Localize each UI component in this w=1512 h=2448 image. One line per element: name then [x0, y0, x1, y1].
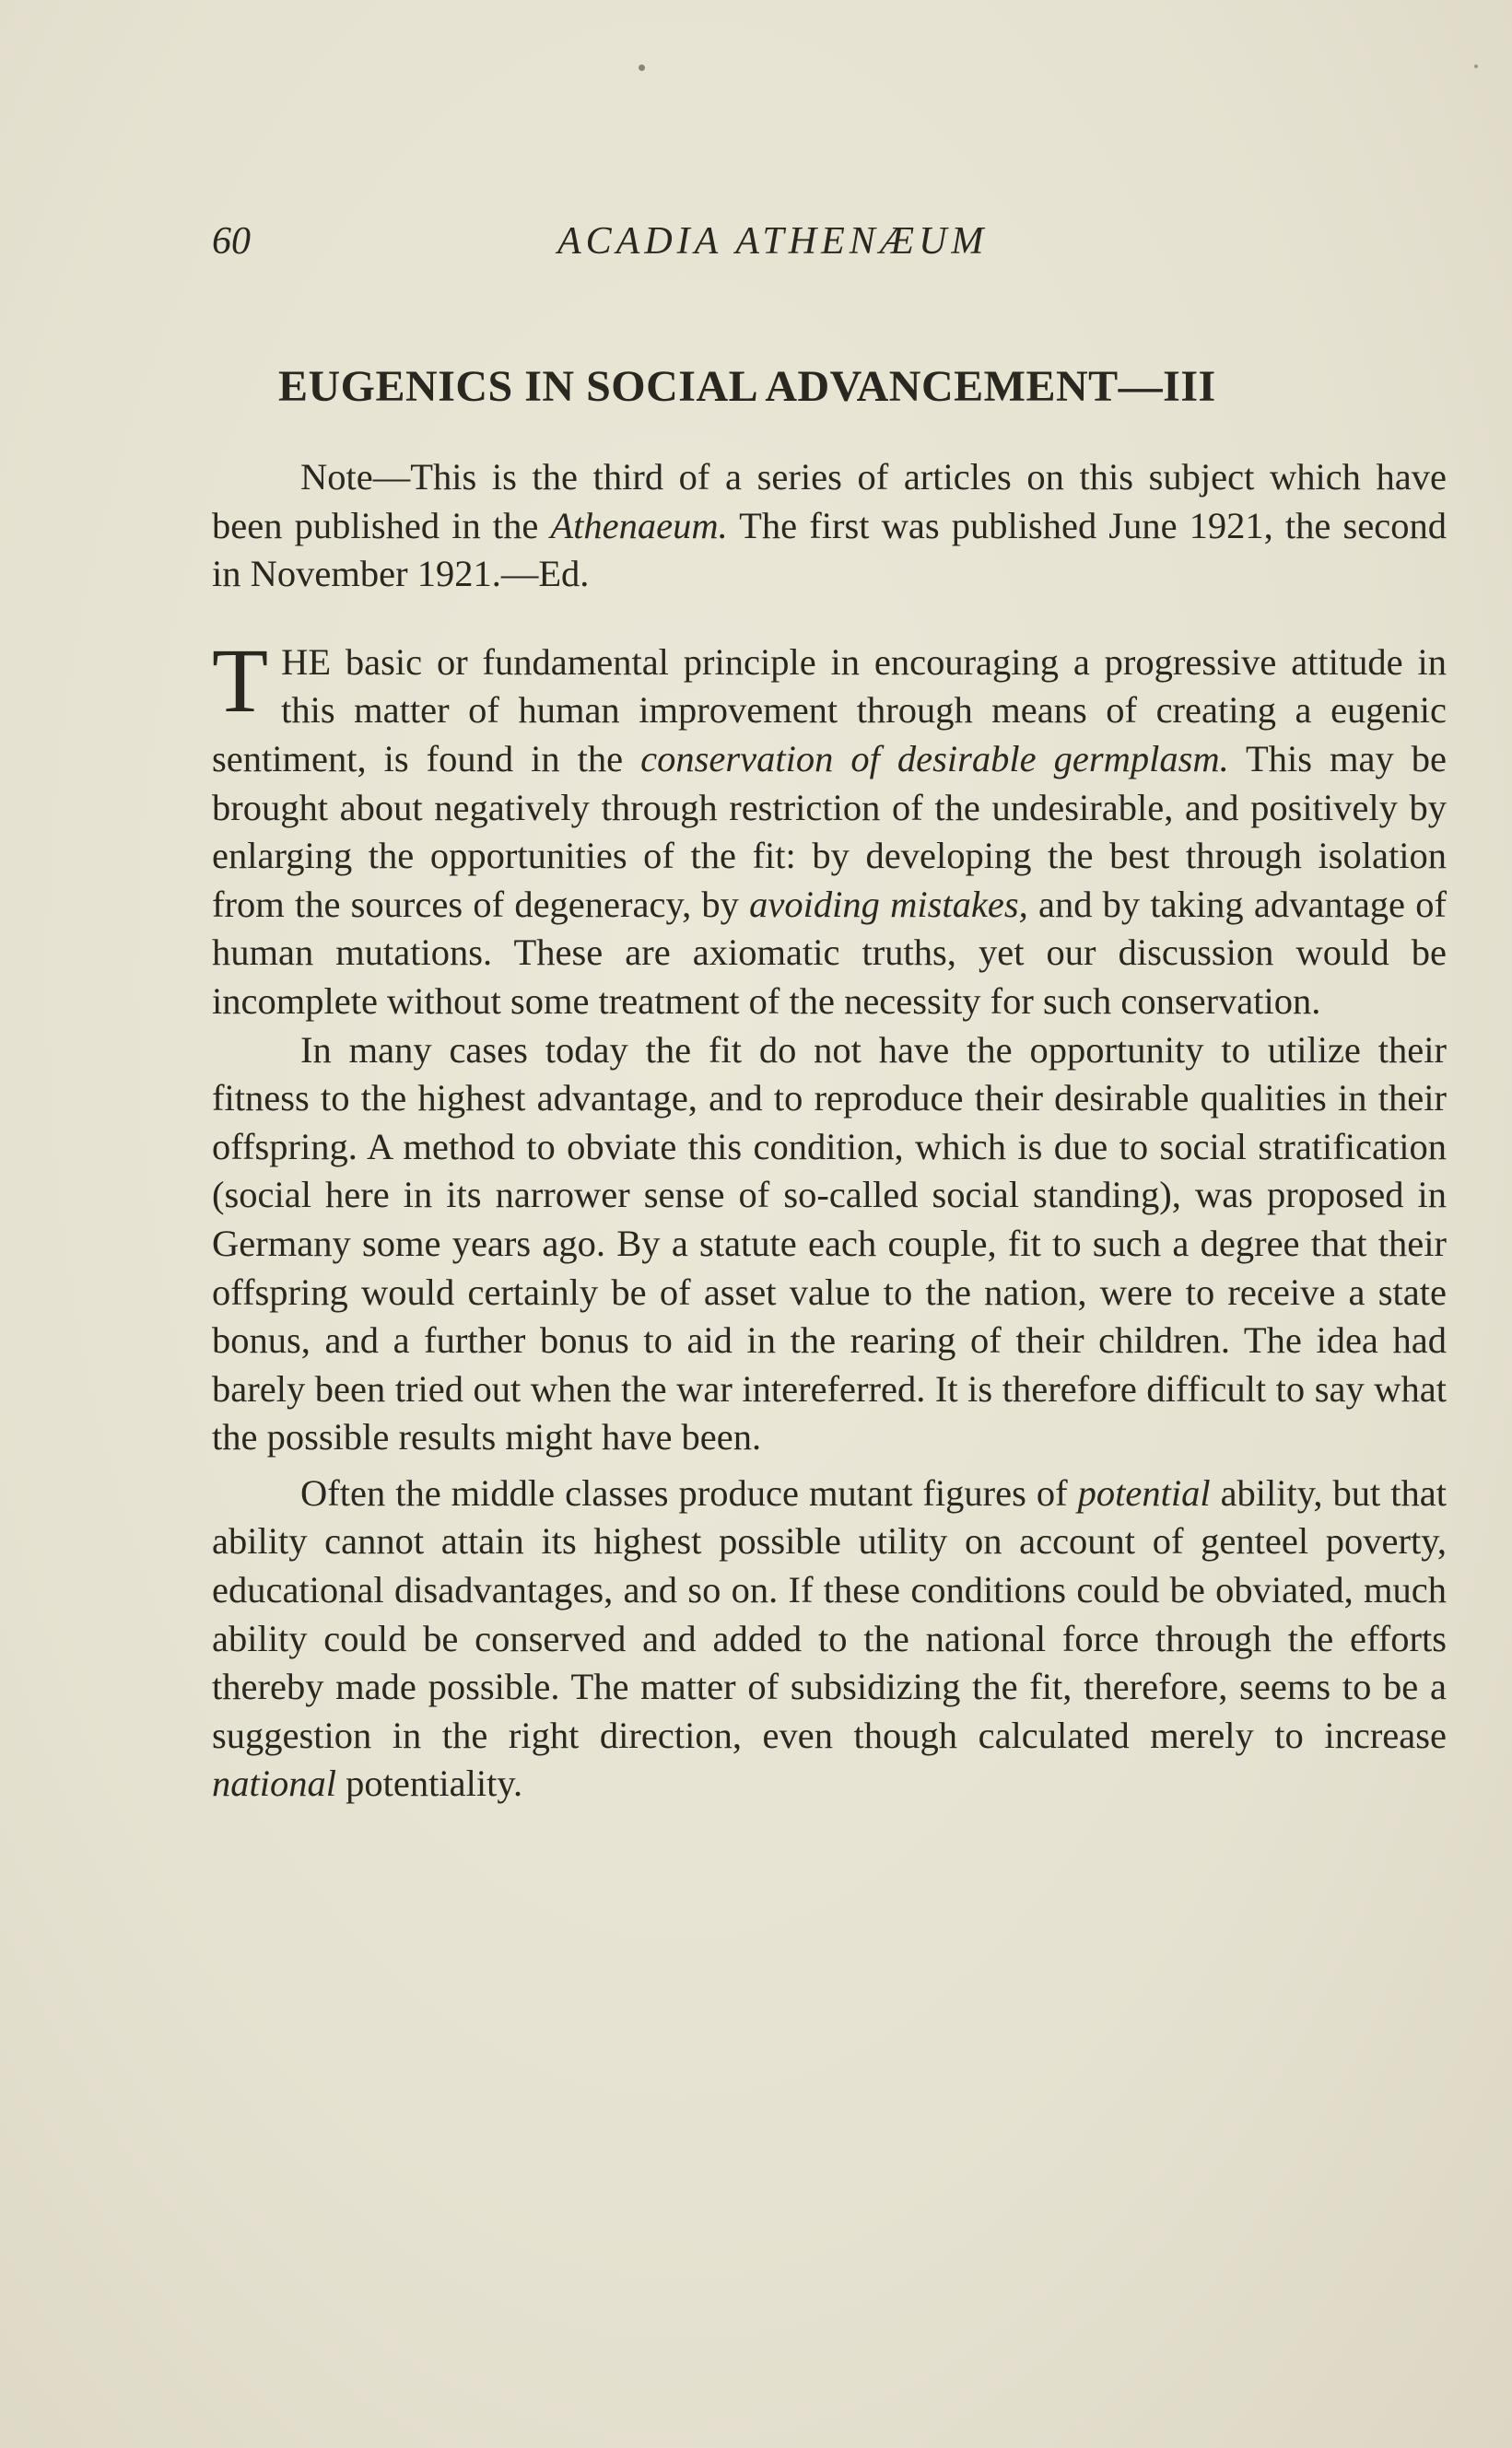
- note-text: Note—This is the third of a series of articles on this subject which have been published in the: [212, 456, 1447, 546]
- paragraph-text: This may be brought about negatively through restriction of the undesirable, and positively by enlarging the opportunities of the fit: by developing the best through isolation from the sources of degeneracy, by: [212, 737, 1447, 925]
- paragraph-text: and by taking advantage of human mutations. These are axiomatic truths, yet our discussion would be incomplete without some treatment of the necessity for such conservation.: [212, 883, 1447, 1022]
- article-body: [212, 453, 1447, 1809]
- note-text: The first was published June 1921, the second in November 1921.—Ed.: [212, 504, 1447, 595]
- journal-title: ACADIA ATHENÆUM: [557, 220, 989, 263]
- drop-cap: T: [212, 628, 269, 732]
- paragraph-italic: potential: [1077, 1471, 1211, 1514]
- paragraph-text: ability, but that ability cannot attain its highest possible utility on account of genteel poverty, educational disadvantages, and so on. If these conditions could be obviated, much ability could be conserved and added to the national force through the efforts thereby made possible. The matter of subsidizing the fit, therefore, seems to be a suggestion in the right direction, even though calculated merely to increase: [212, 1471, 1447, 1756]
- paragraph-text: potentiality.: [336, 1763, 523, 1805]
- ink-speck: [1474, 64, 1478, 68]
- paragraph-text: In many cases today the fit do not have the opportunity to utilize their fitness to the highest advantage, and to reproduce their desirable qualities in their offspring. A method to obviate this condition, which is due to social stratification (social here in its narrower sense of so-called social standing), was proposed in Germany some years ago. By a statute each couple, fit to such a degree that their offspring would certainly be of asset value to the nation, were to receive a state bonus, and a further bonus to aid in the rearing of their children. The idea had barely been tried out when the war intereferred. It is therefore difficult to say what the possible results might have been.: [212, 1028, 1447, 1458]
- paragraph-1: [212, 628, 1447, 1026]
- paragraph-italic: avoiding mistakes,: [749, 883, 1028, 925]
- paragraph-text: HE basic or fundamental principle in encouraging a progressive attitude in this matter of human improvement through means of creating a eugenic sentiment, is found in the: [212, 640, 1447, 779]
- article-title: EUGENICS IN SOCIAL ADVANCEMENT—III: [278, 362, 1216, 411]
- paragraph-3: [212, 1470, 1447, 1809]
- running-header: [212, 219, 1447, 275]
- paragraph-italic: conservation of desirable germplasm.: [640, 737, 1229, 779]
- ink-speck: [639, 64, 645, 71]
- editor-note: [212, 453, 1447, 599]
- paragraph-2: [212, 1026, 1447, 1462]
- paragraph-text: Often the middle classes produce mutant figures of: [300, 1471, 1078, 1514]
- note-italic: Athenaeum.: [550, 504, 728, 546]
- paragraph-italic: national: [212, 1763, 337, 1805]
- page-number: 60: [212, 220, 251, 263]
